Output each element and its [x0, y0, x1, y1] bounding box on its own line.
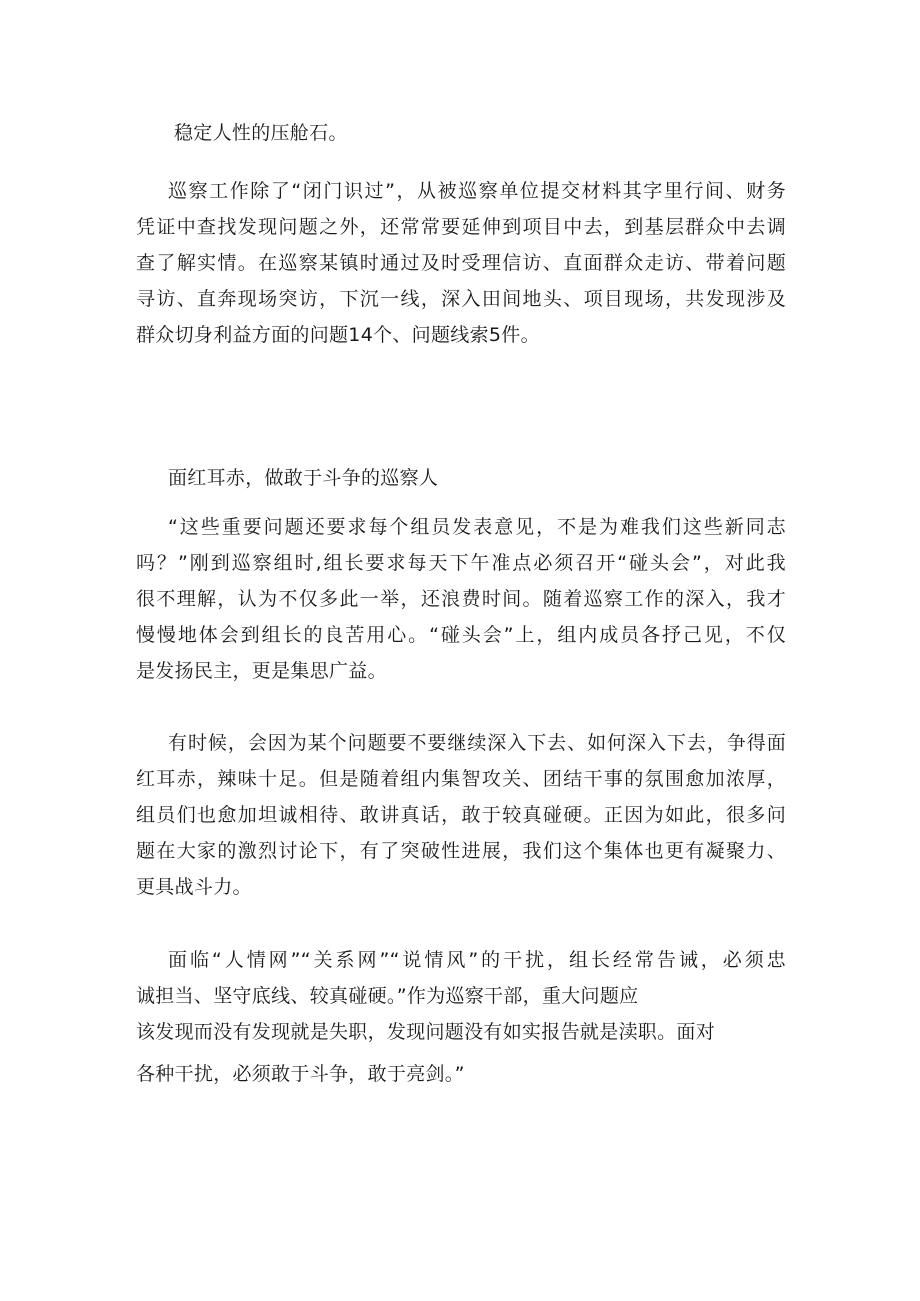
- paragraph-line: 群众切身利益方面的问题14个、问题线索5件。: [136, 324, 540, 346]
- paragraph-line: “这些重要问题还要求每个组员发表意见，不是为难我们这些新同志: [168, 516, 786, 538]
- paragraph-line: 稳定人性的压舱石。: [174, 122, 348, 144]
- paragraph-line: 吗？”刚到巡察组时,组长要求每天下午准点必须召开“碰头会”，对此我: [136, 552, 786, 574]
- paragraph-line: 查了解实情。在巡察某镇时通过及时受理信访、直面群众走访、带着问题: [136, 252, 786, 274]
- paragraph-line: 有时候，会因为某个问题要不要继续深入下去、如何深入下去，争得面: [168, 732, 786, 754]
- paragraph-line: 组员们也愈加坦诚相待、敢讲真话，敢于较真碰硬。正因为如此，很多问: [136, 804, 786, 826]
- paragraph-line: 红耳赤，辣味十足。但是随着组内集智攻关、团结干事的氛围愈加浓厚，: [136, 768, 786, 790]
- paragraph-line: 题在大家的激烈讨论下，有了突破性进展，我们这个集体也更有凝聚力、: [136, 840, 786, 862]
- paragraph-line: 各种干扰，必须敢于斗争，敢于亮剑。”: [136, 1063, 465, 1085]
- section-heading: 面红耳赤，做敢于斗争的巡察人: [168, 467, 439, 489]
- paragraph-line: 更具战斗力。: [136, 876, 252, 898]
- paragraph-line: 是发扬民主，更是集思广益。: [136, 660, 387, 682]
- paragraph-line: 诚担当、坚守底线、较真碰硬。”作为巡察干部，重大问题应: [136, 985, 639, 1007]
- paragraph-line: 寻访、直奔现场突访，下沉一线，深入田间地头、项目现场，共发现涉及: [136, 288, 786, 310]
- paragraph-line: 慢慢地体会到组长的良苦用心。“碰头会”上，组内成员各抒己见，不仅: [136, 624, 786, 646]
- paragraph-line: 该发现而没有发现就是失职，发现问题没有如实报告就是渎职。面对: [136, 1021, 716, 1043]
- paragraph-line: 凭证中查找发现问题之外，还常常要延伸到项目中去，到基层群众中去调: [136, 216, 786, 238]
- paragraph-line: 很不理解，认为不仅多此一举，还浪费时间。随着巡察工作的深入，我才: [136, 588, 786, 610]
- paragraph-line: 巡察工作除了“闭门识过”，从被巡察单位提交材料其字里行间、财务: [168, 180, 786, 202]
- paragraph-line: 面临“人情网”“关系网”“说情风”的干扰，组长经常告诫，必须忠: [168, 949, 786, 971]
